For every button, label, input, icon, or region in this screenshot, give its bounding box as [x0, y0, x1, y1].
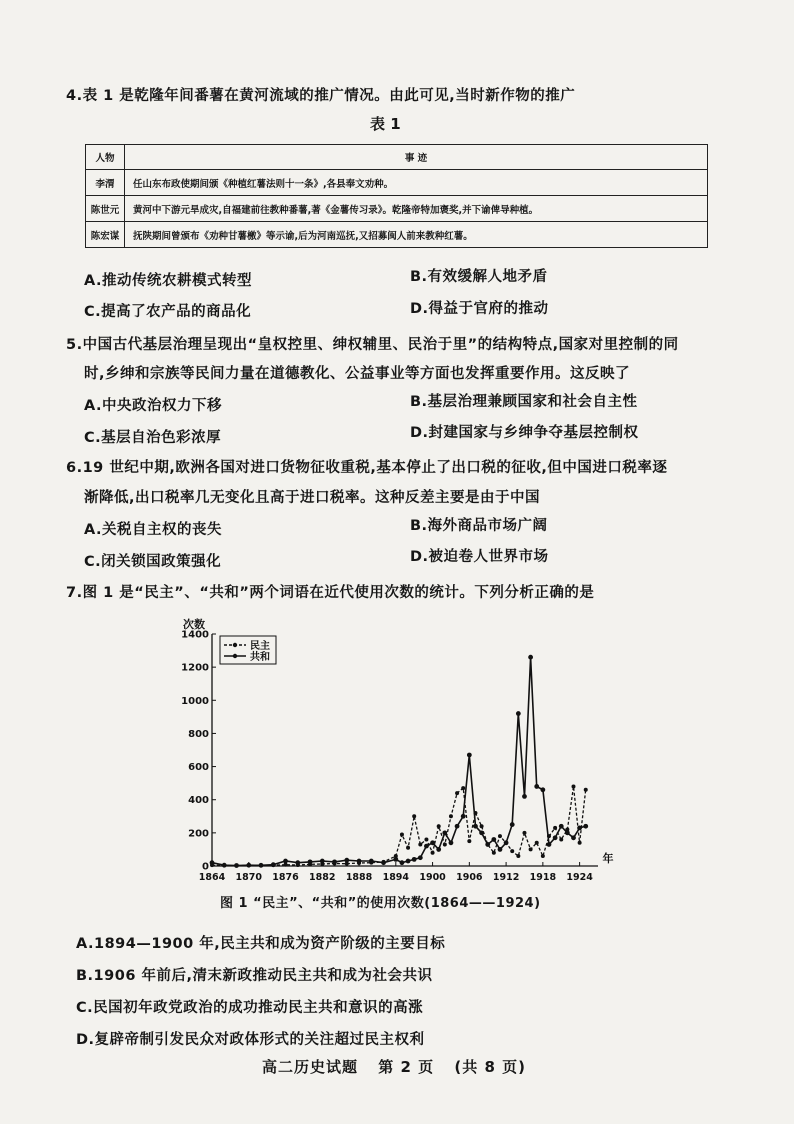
data-point: [461, 786, 465, 790]
data-point: [479, 830, 484, 835]
data-point: [498, 834, 502, 838]
data-point: [571, 835, 576, 840]
data-point: [449, 814, 453, 818]
data-point: [381, 860, 386, 865]
data-point: [534, 784, 539, 789]
y-tick-label: 1400: [181, 629, 209, 641]
data-point: [332, 859, 337, 864]
q5-option-c[interactable]: C.基层自治色彩浓厚: [84, 430, 222, 446]
table-caption: 表 1: [370, 115, 401, 133]
q4-option-c[interactable]: C.提高了农产品的商品化: [84, 304, 252, 320]
data-point: [449, 840, 454, 845]
data-point: [467, 753, 472, 758]
x-tick-label: 1918: [529, 872, 557, 883]
data-point: [455, 824, 460, 829]
table-cell-person: 陈宏谋: [86, 222, 125, 248]
data-point: [222, 863, 227, 868]
data-point: [565, 830, 570, 835]
table-cell-deeds: 黄河中下游元旱成灾,自福建前往教种番薯,著《金薯传习录》。乾隆帝特加褒奖,并下谕俾导种植。: [125, 196, 708, 222]
series-line-minzhu: [212, 787, 586, 866]
data-point: [424, 844, 429, 849]
q6-option-c[interactable]: C.闭关锁国政策强化: [84, 554, 222, 570]
data-point: [461, 814, 466, 819]
data-point: [437, 824, 441, 828]
data-point: [559, 837, 563, 841]
x-tick-label: 1912: [492, 872, 520, 883]
q4-stem: 4.表 1 是乾隆年间番薯在黄河流域的推广情况。由此可见,当时新作物的推广: [66, 88, 576, 104]
x-tick-label: 1870: [235, 872, 262, 883]
data-point: [369, 859, 374, 864]
data-point: [467, 839, 471, 843]
data-point: [559, 824, 564, 829]
data-point: [357, 859, 362, 864]
q7-option-b[interactable]: B.1906 年前后,清末新政推动民主共和成为社会共识: [76, 968, 433, 984]
series-line-gonghe: [212, 657, 586, 865]
data-point: [393, 857, 398, 862]
y-tick-label: 400: [188, 795, 209, 807]
y-tick-label: 1000: [181, 695, 209, 707]
data-point: [485, 842, 490, 847]
data-point: [571, 784, 575, 788]
footer-subject: 高二历史试题: [262, 1058, 359, 1076]
data-point: [455, 791, 459, 795]
data-point: [412, 814, 416, 818]
figure-caption: 图 1 “民主”、“共和”的使用次数(1864——1924): [220, 896, 541, 911]
data-point: [344, 858, 349, 863]
data-point: [295, 860, 300, 865]
x-tick-label: 1900: [419, 872, 446, 883]
data-point: [504, 840, 509, 845]
q6-option-d[interactable]: D.被迫卷人世界市场: [410, 549, 549, 565]
data-point: [553, 835, 558, 840]
data-point: [246, 863, 251, 868]
x-tick-label: 1876: [272, 872, 299, 883]
data-point: [431, 851, 435, 855]
data-point: [516, 711, 521, 716]
q6-stem-line2: 渐降低,出口税率几无变化且高于进口税率。这种反差主要是由于中国: [84, 490, 541, 506]
data-point: [498, 847, 503, 852]
data-point: [406, 846, 410, 850]
x-tick-label: 1888: [345, 872, 373, 883]
data-point: [510, 849, 514, 853]
data-point: [547, 842, 552, 847]
table-cell-person: 陈世元: [86, 196, 125, 222]
legend-marker: [233, 654, 237, 658]
y-tick-label: 800: [188, 728, 209, 740]
data-point: [442, 830, 447, 835]
y-tick-label: 200: [188, 828, 209, 840]
data-point: [308, 859, 313, 864]
q7-stem: 7.图 1 是“民主”、“共和”两个词语在近代使用次数的统计。下列分析正确的是: [66, 585, 595, 601]
data-point: [528, 655, 533, 660]
q5-option-b[interactable]: B.基层治理兼顾国家和社会自主性: [410, 394, 638, 410]
usage-chart: [150, 614, 620, 886]
data-point: [424, 837, 428, 841]
table-1: [85, 144, 708, 248]
data-point: [400, 860, 405, 865]
footer-total: (共 8 页): [454, 1058, 526, 1076]
legend-label: 共和: [250, 652, 270, 663]
data-point: [480, 824, 484, 828]
data-point: [535, 841, 539, 845]
data-point: [283, 859, 288, 864]
data-point: [584, 788, 588, 792]
page-footer: [262, 1056, 540, 1077]
table-cell-deeds: 抚陕期间曾颁布《劝种甘薯檄》等示谕,后为河南巡抚,又招募闽人前来教种红薯。: [125, 222, 708, 248]
data-point: [271, 862, 276, 867]
y-axis-label: 次数: [183, 618, 205, 631]
data-point: [522, 794, 527, 799]
data-point: [436, 847, 441, 852]
table-row: [86, 222, 708, 248]
x-tick-label: 1864: [198, 872, 226, 883]
x-axis-label: 年: [602, 852, 614, 865]
y-tick-label: 0: [202, 861, 209, 873]
data-point: [516, 854, 520, 858]
data-point: [259, 863, 264, 868]
q4-option-d[interactable]: D.得益于官府的推动: [410, 301, 549, 317]
data-point: [553, 826, 557, 830]
data-point: [443, 842, 447, 846]
q6-option-b[interactable]: B.海外商品市场广阔: [410, 518, 548, 534]
data-point: [578, 841, 582, 845]
data-point: [234, 863, 239, 868]
table-cell-deeds: 任山东布政使期间颁《种植红薯法则十一条》,各县奉文劝种。: [125, 170, 708, 196]
data-point: [583, 824, 588, 829]
footer-page: 第 2 页: [378, 1058, 435, 1076]
x-tick-label: 1894: [382, 872, 410, 883]
data-point: [418, 855, 423, 860]
data-point: [418, 842, 422, 846]
data-point: [430, 840, 435, 845]
q7-option-d[interactable]: D.复辟帝制引发民众对政体形式的关注超过民主权利: [76, 1032, 425, 1048]
data-point: [541, 854, 545, 858]
data-point: [406, 859, 411, 864]
table-header-row: [86, 145, 708, 170]
data-point: [492, 851, 496, 855]
table-header-person: 人物: [86, 145, 125, 170]
legend-label: 民主: [250, 641, 270, 652]
data-point: [510, 822, 515, 827]
data-point: [540, 787, 545, 792]
q7-option-c[interactable]: C.民国初年政党政治的成功推动民主共和意识的高涨: [76, 1000, 424, 1016]
x-tick-label: 1906: [456, 872, 483, 883]
q5-option-a[interactable]: A.中央政治权力下移: [84, 398, 222, 414]
table-header-deeds: 事 迹: [125, 145, 708, 170]
q6-stem-line1: 6.19 世纪中期,欧洲各国对进口货物征收重税,基本停止了出口税的征收,但中国进口税率逐: [66, 460, 668, 476]
table-row: [86, 170, 708, 196]
x-tick-label: 1882: [309, 872, 336, 883]
y-tick-label: 1200: [181, 662, 209, 674]
data-point: [210, 860, 215, 865]
q5-stem-line1: 5.中国古代基层治理呈现出“皇权控里、绅权辅里、民治于里”的结构特点,国家对里控制的同: [66, 337, 679, 353]
legend-marker: [233, 643, 237, 647]
q5-stem-line2: 时,乡绅和宗族等民间力量在道德教化、公益事业等方面也发挥重要作用。这反映了: [84, 366, 631, 382]
data-point: [577, 825, 582, 830]
x-tick-label: 1924: [566, 872, 593, 883]
data-point: [412, 857, 417, 862]
q5-option-d[interactable]: D.封建国家与乡绅争夺基层控制权: [410, 425, 639, 441]
data-point: [529, 847, 533, 851]
data-point: [522, 831, 526, 835]
data-point: [491, 837, 496, 842]
y-tick-label: 600: [188, 762, 209, 774]
q4-option-a[interactable]: A.推动传统农耕模式转型: [84, 273, 252, 289]
q6-option-a[interactable]: A.关税自主权的丧失: [84, 522, 222, 538]
data-point: [473, 824, 478, 829]
data-point: [400, 833, 404, 837]
q4-option-b[interactable]: B.有效缓解人地矛盾: [410, 269, 548, 285]
q7-option-a[interactable]: A.1894—1900 年,民主共和成为资产阶级的主要目标: [76, 936, 446, 952]
table-row: [86, 196, 708, 222]
data-point: [320, 859, 325, 864]
table-cell-person: 李渭: [86, 170, 125, 196]
